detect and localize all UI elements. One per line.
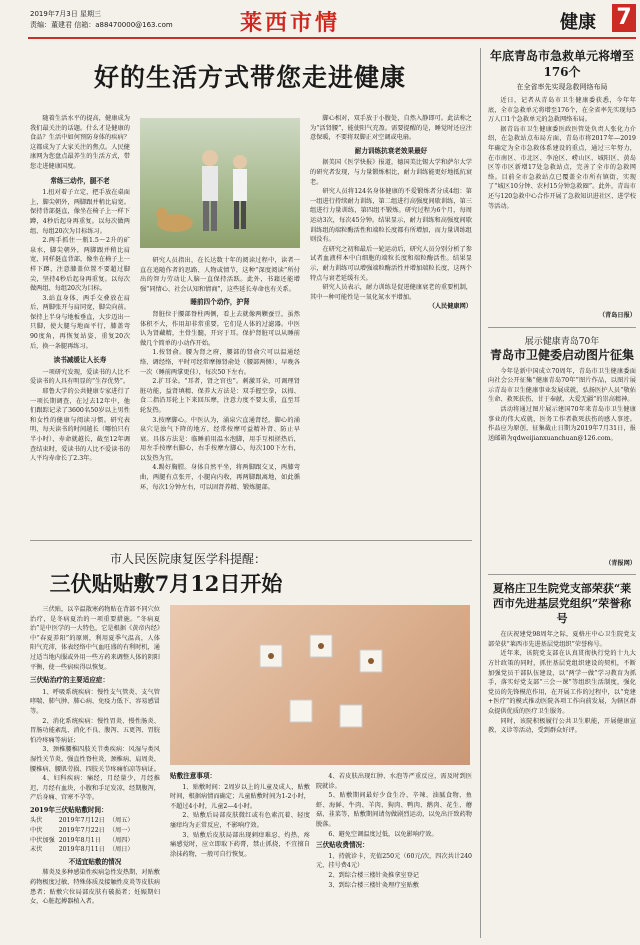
- patches-illustration: [170, 605, 470, 765]
- sanfu-schedule-table: [30, 816, 138, 854]
- schedule-date: 2019年7月12日: [58, 817, 105, 825]
- sanfu-sub2: 2019年三伏贴贴敷时间：: [30, 805, 108, 814]
- schedule-row: [30, 836, 138, 846]
- schedule-weekday: （周一）: [108, 827, 134, 835]
- lead-p4: 一项研究发现，爱读书的人比不爱读书的人具有明显的“生存优势”。: [30, 368, 130, 386]
- sanfu-p11: 5、贴敷期间最好少食生冷、辛辣、油腻食物、鱼虾、海鲜、牛肉、羊肉、狗肉、鸭肉、鹅肉、花生、蘑菇、韭菜等，贴敷期间请勿做剧烈运动，以免出汗致药物脱落。: [316, 792, 472, 828]
- back-treatment-photo: [170, 605, 470, 765]
- sanfu-p1: 三伏贴，以辛温散寒药物贴在背部不同穴位治疗，是冬病夏治的一项重要措施。“冬病夏治”是中医学的一大特色，它是根据《黄帝内经》中“春夏养阳”的原则，利用夏季气温高，人体阳气充沛，体表经络中气血旺盛的有利时机，通过适当地内服或外用一些方药来调整人体的阴阳平衡，使一些宿疾得以恢复。: [30, 606, 160, 671]
- lead-title: 好的生活方式带您走进健康: [93, 63, 406, 92]
- lead-p6: 研究人员指出，在长达数十年的阅读过程中，读者一直在追随作者的思路、人物或情节，这种“深度阅读”所付出的智力劳动让人脑一直保持活跃。此外，书籍还能增强“同情心、社会认知和情商”，这些延长寿命也有关系。: [140, 257, 300, 293]
- a1-subtitle: 在全省率先实现急救网络布局: [516, 83, 608, 91]
- sanfu-p7: 1、贴敷时间：2周岁以上的儿童及成人，贴敷时间，根据病情而确定；儿童贴敷时间为1-2小时，不超过4小时，儿童2—4小时。: [170, 783, 310, 810]
- a3-p2: 近年来，该院党支部在认真贯彻执行党的十九大方针政策的同时，抓住基层党组织建设的契机，不断加强党员干部队伍建设，以“两学一做”学习教育为抓手，落实好党支部“三会一课”等组织生活制度，强化党员的先锋模范作用，在开展工作的过程中，以“党建+医疗”的模式推动医院各项工作向前发展，为辖区群众提供优质的医疗卫生服务。: [488, 650, 636, 715]
- lead-p1: 1.扭对着子立定，把手放在桌面上，脚尖朝外，两脚跟并稍比肩宽。保持背部挺直，像坐在椅子上一样下蹲，4秒后起身再重复。以每次做两组、每组20次为目标练习。: [30, 189, 130, 235]
- a1-body: [488, 96, 636, 311]
- lead-col-2: [140, 256, 300, 501]
- sanfu-col-1: [30, 605, 160, 940]
- sanfu-p15: 3、到综合楼三楼针灸理疗室贴敷: [328, 881, 419, 889]
- schedule-phase: 中伏: [30, 827, 43, 835]
- sanfu-kicker: 市人民医院康复医学科提醒：: [110, 552, 267, 566]
- lead-sub1: 常练三动作，腿不老: [50, 176, 110, 185]
- lead-p16: 研究人员表示，耐力训练是促进健康衰老的重要机制，其中一种可能性是一氧化氮水平增加。: [310, 284, 472, 301]
- lead-p2: 2.两手抓住一瓶1.5～2升的矿泉水，脚尖朝外，两脚跟并稍比肩宽，同样挺直背部，像坐在椅子上一样下蹲，注意膝盖位置不要超过脚尖，坚持4秒后起身再重复。以每次做两组、每组20次为目标。: [30, 237, 130, 293]
- right-divider-1: [488, 327, 636, 328]
- lead-p5: 耶鲁大学的公共健康专家进行了一项长期调查，在过去12年中，他们跟踪记录了3600名50岁以上男性和女性的健康与阅读习惯。研究表明，每天读书的时间越长（哪怕只有半小时），寿命就越长，截至12年调查结束时，爱读书的人比不爱读书的人平均寿命长了2.3年。: [30, 388, 130, 463]
- schedule-phase: 中伏加强: [30, 836, 55, 844]
- a2-source: （青报网）: [605, 559, 636, 567]
- a2-title: 青岛市卫健委启动图片征集: [489, 347, 634, 362]
- lead-p8: 1.按肾俞。腰为肾之府，腰部的肾俞穴可以温通经络、调经络，平时可经常摩擦肾俞处（腰部两侧），早晚各一次（睡前两掌更佳），每次50下左右。: [140, 349, 300, 376]
- lead-col-3: [310, 114, 472, 312]
- sanfu-sub5: 三伏贴收费情况：: [316, 841, 369, 850]
- sanfu-p12: 6、避免空调温度过低，以免影响疗效。: [328, 830, 438, 838]
- sanfu-sub4: 贴敷注意事项：: [170, 772, 217, 780]
- outdoor-photo: [140, 118, 300, 248]
- right-divider-2: [488, 574, 636, 575]
- lead-p11: 4.踢好胸膛。身体自然平坐，将两脚跟交叉，两膝弯曲，两腿有点张开，小腿向内收，再两脚跟离地，如此循环，每次1分钟左右，可以固肾养精、锻炼腿部。: [140, 464, 300, 491]
- schedule-phase: 末伏: [30, 846, 43, 854]
- a2-p1: 今年是新中国成立70周年，青岛市卫生健康委面向社会公开征集“健康青岛70年”图片作品，以图片展示青岛市卫生健康事业发展成就，弘扬医护人员“敬佑生命、救死扶伤、甘于奉献、大爱无疆”的崇高精神。: [488, 367, 636, 404]
- sanfu-p9: 3、贴敷后皮肤局部出现刺痒难忍、灼热、疼痛感觉时，应立即取下药膏，禁止抓挠，不宜擅自涂抹药物，一般可自行恢复。: [170, 831, 310, 858]
- lead-p12: 脚心相对，双手放于小腹处，自然入静即可。此法称之为“活肾腰”，能使阳气充盈。需要提醒的是，睡觉时还应注意保暖，不要将双脚正对空调或电扇。: [310, 115, 472, 142]
- sanfu-title: 三伏贴贴敷7月12日开始: [49, 571, 283, 596]
- lead-sub3: 睡前四个动作，护肾: [190, 298, 250, 307]
- sanfu-p2: 1、呼吸系统疾病：慢性支气管炎、支气管哮喘、肺气肿、肺心病、免疫力低下、容易感冒等。: [30, 688, 160, 715]
- right-column: [488, 48, 636, 880]
- schedule-weekday: （周五）: [108, 817, 134, 825]
- lead-p10: 3.按摩脚心。中医认为，涌泉穴直通肾经，脚心的涌泉穴是浊气下降的地方，经常按摩可益精补肾、防止早衰。具体方法是：临睡前用温水泡脚，用手互相搓热后，用左手按摩右脚心，右手按摩左脚心，每次100下左右，以发热为宜。: [140, 416, 300, 462]
- schedule-date: 2019年8月11日: [58, 846, 105, 854]
- lead-intro: 随着生活水平的提高，健康成为我们最关注的话题。什么才是健康的食品？生活中如何预防身体的疾病？这都成为了大家关注的焦点。人民健康网为您盘点最养生的生活方式，带您走进健康国度。: [30, 115, 130, 170]
- sanfu-sub1: 三伏贴治疗的主要适应症：: [30, 676, 110, 685]
- section-label: 健康: [560, 12, 596, 33]
- sanfu-p13: 1、持就诊卡，充值250元（60元/次，四次共计240元，挂号费4元）: [316, 852, 472, 870]
- date-line: 2019年7月3日 星期三: [30, 10, 101, 18]
- people-walking-illustration: [140, 118, 300, 248]
- lead-sub4: 耐力训练抗衰老效果最好: [354, 146, 428, 155]
- a3-body: [488, 630, 636, 880]
- schedule-date: 2019年8月1日: [58, 836, 101, 844]
- sanfu-p3: 2、消化系统疾病：慢性胃炎、慢性肠炎、胃肠功能紊乱、消化不良、腹泻、五更泻、胃脘怕冷疼痛等病证；: [30, 717, 160, 744]
- lead-p14: 研究人员将124名身体健康的不爱锻炼者分成4组：第一组进行持续耐力训练，第二组进行高强度间歇训练，第三组进行力量训练，第四组不锻炼。研究过程为6个月，每周运动3次，每次45分钟。结果显示，耐力训练和高强度间歇训练组的端粒酶活性和端粒长度都有所增加，而力量训练组则没有。: [310, 188, 472, 244]
- header-rule: [28, 37, 636, 39]
- lead-sub2: 读书减缓让人长寿: [53, 356, 107, 365]
- a1-source: （青岛日报）: [598, 312, 636, 319]
- sanfu-p10: 4、若皮肤出现红肿、水泡等严重反应，需及时到医院就诊。: [316, 773, 472, 790]
- schedule-weekday: （周日）: [108, 846, 134, 854]
- a1-p1: 近日，记者从青岛市卫生健康委获悉，今年年底，全市急救单元将增至176个，在全省率先实现每5万人口1个急救单元的急救网络布局。: [488, 97, 636, 124]
- section-divider: [30, 540, 472, 541]
- a3-p3: 同时，该院积极履行公共卫生职能，开展健康宣教、义诊等活动，受到群众好评。: [488, 717, 636, 735]
- sanfu-p5: 4、妇科疾病：痛经，月经量少，月经推迟，月经有血块，小腹和手足发凉，经期腹泻，产后身痛、宫寒不孕等。: [30, 775, 160, 802]
- a2-body: [488, 367, 636, 559]
- lead-p15: 在研究之初和最后一轮运动后，研究人员分别分析了参试者血液样本中白细胞的端粒长度和端粒酶活性。结果显示，耐力训练可以增强端粒酶活性并增加端粒长度，这两个特点与衰老延缓有关。: [310, 245, 472, 282]
- masthead: 莱西市情: [240, 10, 341, 36]
- column-divider: [480, 48, 481, 938]
- page-number: 7: [616, 5, 632, 30]
- lead-p9: 2.扩耳朵。“耳者，肾之官也”。刺激耳朵，可调理肾脏功能，益肾填精、保养大方法是：双手握空拳，以拇、食二指沿耳轮上下来回压摩，注意力度不要太重，直至耳轮发热。: [140, 378, 300, 414]
- schedule-row: [30, 826, 138, 836]
- lead-p13: 据美国《医学快报》报道，德国美比锡大学和萨尔大学的研究者发现，与力量锻炼相比，耐力训练能更好地抵抗衰老。: [310, 159, 472, 186]
- sanfu-col-2: [170, 772, 310, 859]
- lead-source: （人民健康网）: [428, 303, 472, 311]
- page-number-box: [612, 4, 636, 32]
- sanfu-p14: 2、到综合楼三楼针灸推拿室登记: [328, 871, 419, 879]
- a1-title: 年底青岛市急救单元将增至176个: [489, 49, 634, 79]
- sanfu-p6a: 肺炎及多种感染性疾病急性发热期、对贴敷药物极度过敏、特殊体质及接触性皮炎等皮肤病患者；贴敷穴位局部皮肤有破损者；妊娠期妇女，心脏起搏器植入者。: [30, 869, 160, 906]
- sanfu-p8: 2、贴敷后局部皮肤微红或有色素沉着、轻度瘙痒均为正常反应，不影响疗效。: [170, 812, 310, 829]
- schedule-date: 2019年7月22日: [58, 827, 105, 835]
- schedule-row: [30, 816, 138, 826]
- a2-p2: 活动将通过图片展示建国70年来青岛市卫生健康事业的伟大成就，医务工作者救死扶伤的感人事迹。作品应为原创，征集截止日期为2019年7月31日，报送邮箱为qdweijianxuanchuan@126.com。: [488, 405, 636, 442]
- schedule-phase: 头伏: [30, 817, 43, 825]
- a1-p2: 据青岛市卫生健康委医政医管处负责人张化力介绍，在急救站点布局方面，青岛市将2017年—2019年确定为全市急救体系建设的重点，通过三年努力，在市南区、市北区、李沧区、崂山区、城阳区、黄岛区等市区新增17处急救站点，完善了全市的急救网络。目前全市急救站点已覆盖全市所有镇街，实现了“城区10分钟、农村15分钟急救圈”。此外，青岛市还与120急救中心合作开展了急救知识进社区、进学校等活动。: [488, 125, 636, 210]
- sanfu-p4: 3、颈椎腰椎四肢关节类疾病：风湿与类风湿性关节炎、强直性脊柱炎、颈椎病、肩周炎、腰椎病、腰肌劳损、四肢关节疼痛怕凉等病证。: [30, 746, 160, 773]
- sanfu-col-3: [316, 772, 472, 890]
- schedule-row: [30, 845, 138, 855]
- lead-p7: 肾脏位于腰部脊柱两侧，看上去就像两颗蚕豆，虽然体积不大，作用却非常重要，它们是人体的过滤器。中医认为肾藏精，主骨生髓，开窍于耳。保护肾脏可以从睡前做几个简单的小动作开始。: [140, 310, 300, 347]
- a2-kicker: 展示健康青岛70年: [524, 336, 600, 347]
- header: [0, 0, 640, 42]
- editor-line: 责编：董建君 信箱：a88470000@163.com: [30, 21, 173, 29]
- lead-col-1: [30, 114, 130, 537]
- sanfu-sub3: 不适宜贴敷的情况: [68, 857, 122, 866]
- lead-p3: 3.站直身体，两手交叠放在肩后，两脚张开与肩同宽，脚尖向前。保持上半身与地板垂直，大步迈出一只脚，使大腿与地面平行，膝盖弯90度角，再恢复站姿，重复20次后，换一条腿再练习。: [30, 294, 130, 350]
- a3-p1: 在庆祝建党98周年之际，夏格庄中心卫生院党支部荣获“莱西市先进基层党组织”荣誉称号。: [488, 631, 636, 648]
- a3-title: 夏格庄卫生院党支部荣获“莱西市先进基层党组织”荣誉称号: [492, 582, 632, 626]
- schedule-weekday: （周四）: [108, 836, 134, 844]
